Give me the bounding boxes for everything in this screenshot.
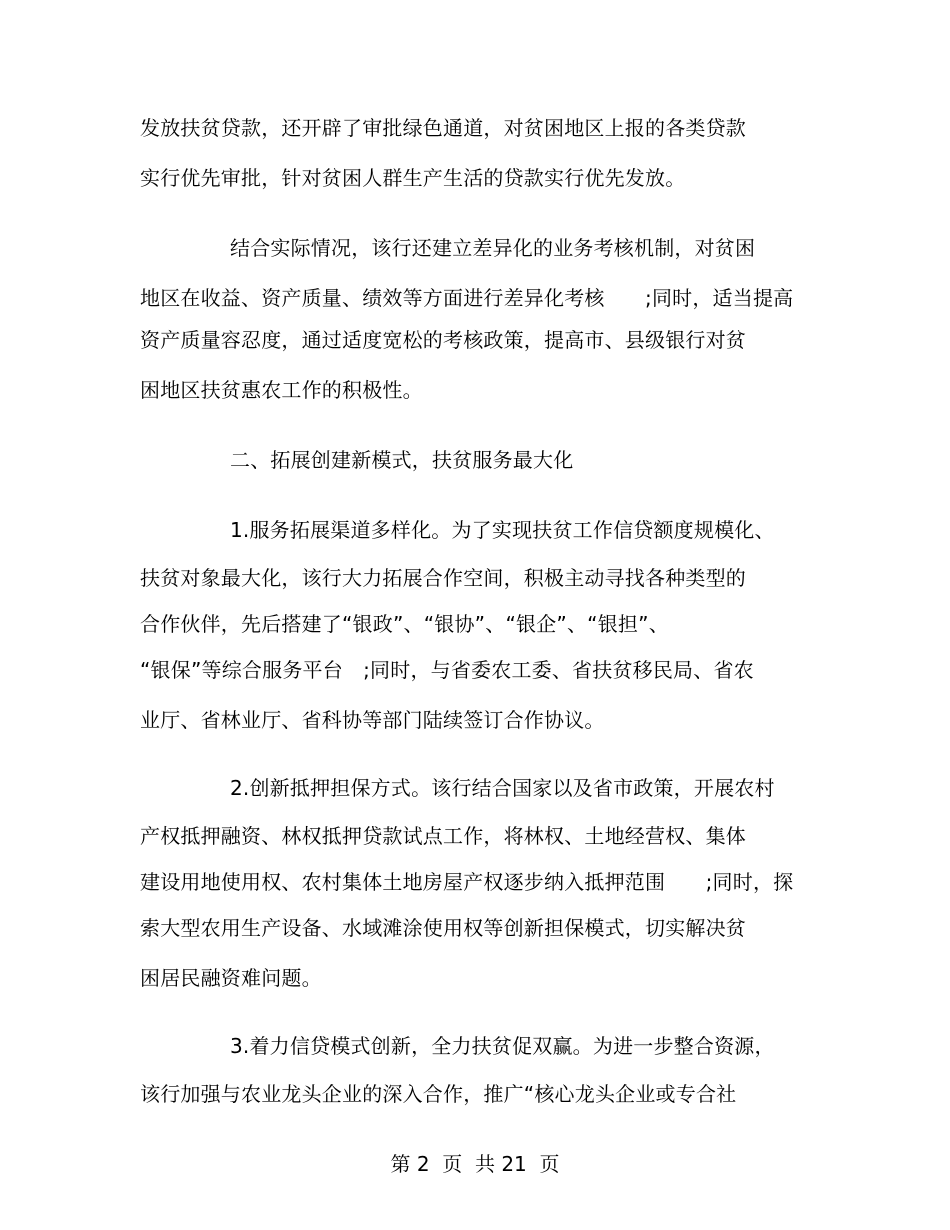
text-line: 3.着力信贷模式创新，全力扶贫促双赢。为进一步整合资源， <box>230 1034 775 1058</box>
text-line: 资产质量容忍度，通过适度宽松的考核政策，提高市、县级银行对贫 <box>140 328 746 352</box>
text-line: 扶贫对象最大化，该行大力拓展合作空间，积极主动寻找各种类型的 <box>140 566 746 590</box>
text-line: 困地区扶贫惠农工作的积极性。 <box>140 378 423 402</box>
text-line: 实行优先审批，针对贫困人群生产生活的贷款实行优先发放。 <box>140 166 686 190</box>
text-line: 发放扶贫贷款，还开辟了审批绿色通道，对贫困地区上报的各类贷款 <box>140 116 746 140</box>
text-line: 建设用地使用权、农村集体土地房屋产权逐步纳入抵押范围 ;同时，探 <box>140 870 794 894</box>
text-line: 1.服务拓展渠道多样化。为了实现扶贫工作信贷额度规模化、 <box>230 518 775 542</box>
text-line: 业厅、省林业厅、省科协等部门陆续签订合作协议。 <box>140 708 605 732</box>
text-line: 产权抵押融资、林权抵押贷款试点工作，将林权、土地经营权、集体 <box>140 824 746 848</box>
text-line: 2.创新抵押担保方式。该行结合国家以及省市政策，开展农村 <box>230 776 775 800</box>
text-line: 该行加强与农业龙头企业的深入合作，推广“核心龙头企业或专合社 <box>140 1082 737 1106</box>
text-line: 地区在收益、资产质量、绩效等方面进行差异化考核 ;同时，适当提高 <box>140 286 794 310</box>
text-line: 索大型农用生产设备、水域滩涂使用权等创新担保模式，切实解决贫 <box>140 916 746 940</box>
text-line: 合作伙伴，先后搭建了“银政”、“银协”、“银企”、“银担”、 <box>140 612 669 636</box>
page-number-footer: 第 2 页 共 21 页 <box>390 1152 560 1176</box>
text-line: 结合实际情况，该行还建立差异化的业务考核机制，对贫困 <box>230 236 756 260</box>
text-line: “银保”等综合服务平台 ;同时，与省委农工委、省扶贫移民局、省农 <box>140 658 754 682</box>
text-line: 困居民融资难问题。 <box>140 966 322 990</box>
section-heading: 二、拓展创建新模式，扶贫服务最大化 <box>230 448 574 472</box>
